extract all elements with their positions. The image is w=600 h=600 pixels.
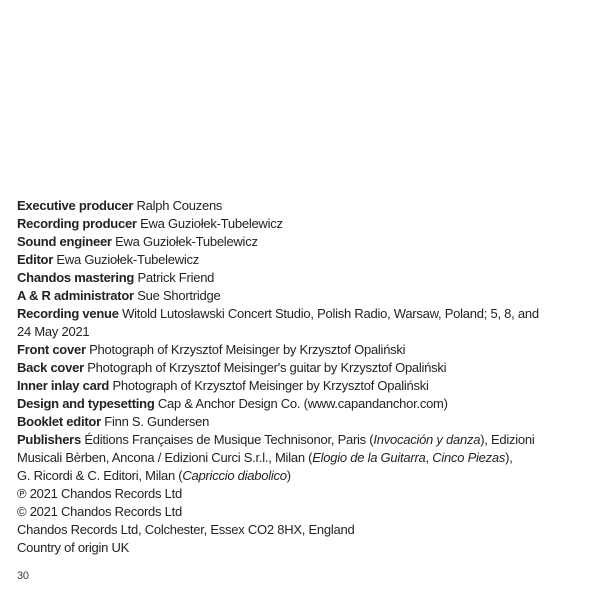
credit-text: Patrick Friend	[137, 270, 215, 285]
credit-text: Capriccio diabolico	[182, 468, 287, 483]
credit-line	[17, 539, 539, 557]
credit-label: Design and typesetting	[17, 396, 158, 411]
credit-text: Cap & Anchor Design Co. (www.capandanchor.com)	[157, 396, 448, 411]
credit-line	[17, 503, 539, 521]
credit-text: ), Edizioni	[480, 432, 535, 447]
credit-line	[17, 485, 539, 503]
credit-text: ),	[505, 450, 513, 465]
credit-label: Recording venue	[17, 306, 123, 321]
credit-line	[17, 197, 539, 215]
credit-label: Back cover	[17, 360, 88, 375]
credit-text: 24 May 2021	[17, 324, 90, 339]
credit-label: Recording producer	[17, 216, 141, 231]
credit-text: Country of origin UK	[17, 540, 130, 555]
credit-text: Ewa Guziołek-Tubelewicz	[56, 252, 200, 267]
credit-text: ,	[425, 450, 433, 465]
credit-line	[17, 287, 539, 305]
credit-text: Finn S. Gundersen	[104, 414, 210, 429]
credit-line	[17, 431, 539, 449]
credit-line	[17, 521, 539, 539]
credit-line	[17, 341, 539, 359]
credit-line	[17, 395, 539, 413]
page-number: 30	[17, 570, 29, 582]
credit-label: Sound engineer	[17, 234, 116, 249]
credit-text: Ralph Couzens	[136, 198, 223, 213]
credit-label: Inner inlay card	[17, 378, 113, 393]
credit-line	[17, 305, 539, 323]
credit-label: Editor	[17, 252, 57, 267]
credit-line	[17, 467, 539, 485]
credit-label: Front cover	[17, 342, 90, 357]
credits-block	[17, 197, 539, 557]
credit-text: Photograph of Krzysztof Meisinger's guitar by Krzysztof Opaliński	[87, 360, 447, 375]
credit-text: Photograph of Krzysztof Meisinger by Krzysztof Opaliński	[112, 378, 429, 393]
credit-text: )	[286, 468, 291, 483]
credit-line	[17, 377, 539, 395]
credit-line	[17, 215, 539, 233]
credit-line	[17, 449, 539, 467]
credit-text: G. Ricordi & C. Editori, Milan (	[17, 468, 183, 483]
credit-text: Ewa Guziołek-Tubelewicz	[115, 234, 258, 249]
credit-line	[17, 359, 539, 377]
credit-text: Musicali Bèrben, Ancona / Edizioni Curci S.r.l., Milan (	[17, 450, 313, 465]
credit-text: ℗ 2021 Chandos Records Ltd	[17, 486, 182, 501]
credit-label: Executive producer	[17, 198, 137, 213]
credit-label: Publishers	[17, 432, 85, 447]
credit-text: Cinco Piezas	[432, 450, 506, 465]
credit-line	[17, 233, 539, 251]
credit-text: Elogio de la Guitarra	[312, 450, 426, 465]
credit-text: Ewa Guziołek-Tubelewicz	[140, 216, 283, 231]
credit-line	[17, 413, 539, 431]
credit-label: A & R administrator	[17, 288, 138, 303]
credit-text: Invocación y danza	[373, 432, 481, 447]
credit-label: Booklet editor	[17, 414, 105, 429]
credit-text: Photograph of Krzysztof Meisinger by Krzysztof Opaliński	[89, 342, 406, 357]
credit-label: Chandos mastering	[17, 270, 138, 285]
credit-text: Éditions Françaises de Musique Technisonor, Paris (	[84, 432, 374, 447]
credit-line	[17, 251, 539, 269]
credit-line	[17, 269, 539, 287]
credit-text: Witold Lutosławski Concert Studio, Polish Radio, Warsaw, Poland; 5, 8, and	[122, 306, 539, 321]
credit-text: Chandos Records Ltd, Colchester, Essex CO2 8HX, England	[17, 522, 355, 537]
credit-text: Sue Shortridge	[137, 288, 221, 303]
credit-text: © 2021 Chandos Records Ltd	[17, 504, 182, 519]
credit-line	[17, 323, 539, 341]
